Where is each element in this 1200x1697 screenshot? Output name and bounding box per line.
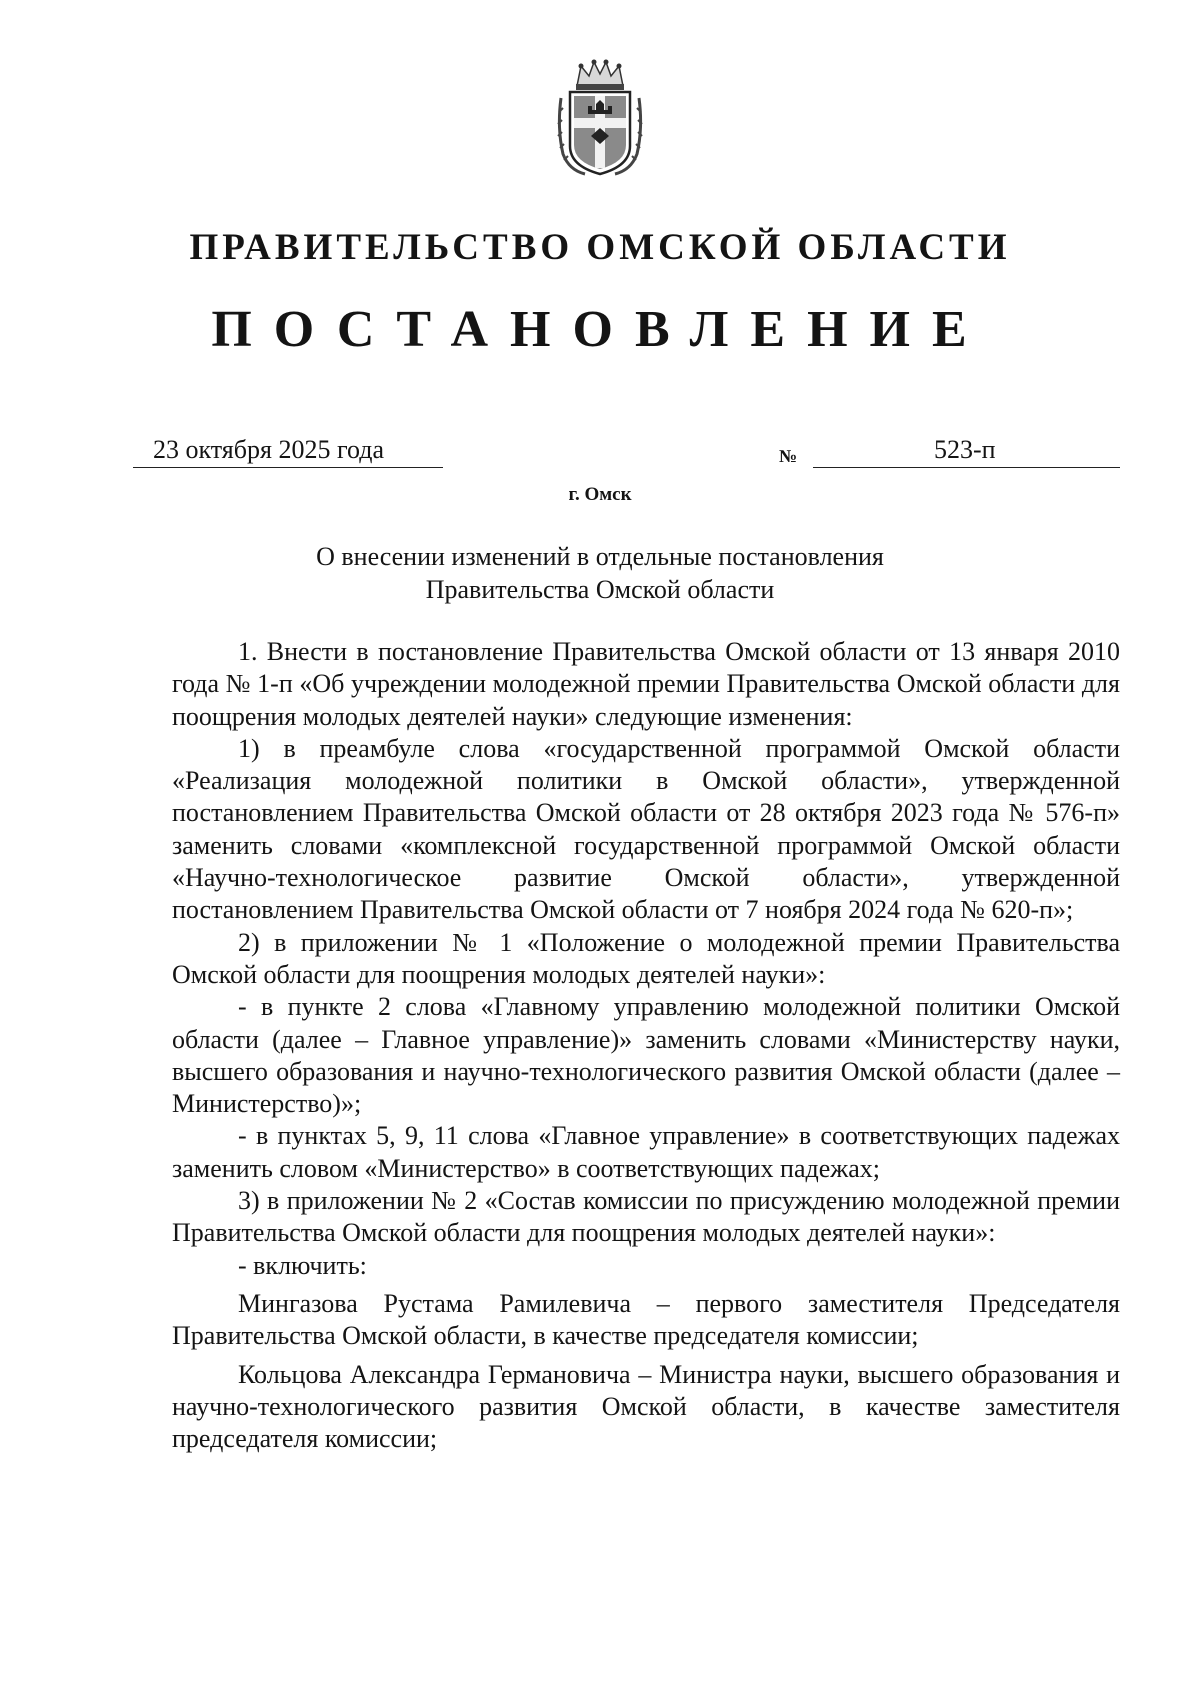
document-body [172, 636, 1120, 1455]
document-title [0, 540, 1200, 606]
paragraph: 3) в приложении № 2 «Состав комиссии по присуждению молодежной премии Правительства Омской области для поощрения молодых деятелей науки»: [172, 1186, 1120, 1248]
paragraph: - в пунктах 5, 9, 11 слова «Главное управление» в соответствующих падежах заменить словом «Министерство» в соответствующих падежах; [172, 1121, 1120, 1183]
document-number: 523-п [934, 435, 996, 464]
date-field [133, 433, 443, 468]
title-line: О внесении изменений в отдельные постановления [316, 542, 884, 571]
number-field [813, 433, 1120, 468]
paragraph: 1. Внести в постановление Правительства Омской области от 13 января 2010 года № 1-п «Об учреждении молодежной премии Правительства Омской области для поощрения молодых деятелей науки» следующие изменения: [172, 637, 1120, 731]
paragraph: - в пункте 2 слова «Главному управлению молодежной политики Омской области (далее – Главное управление)» заменить словами «Министерству науки, высшего образования и научно-технологического развития Омской области (далее – Министерство)»; [172, 992, 1120, 1119]
paragraph: 1) в преамбуле слова «государственной программой Омской области «Реализация молодежной политики в Омской области», утвержденной постановлением Правительства Омской области от 28 октября 2023 года № 576-п» заменить словами «комплексной государственной программой Омской области «Научно-технологическое развитие Омской области», утвержденной постановлением Правительства Омской области от 7 ноября 2024 года № 620-п»; [172, 733, 1120, 925]
paragraph: - включить: [238, 1250, 367, 1280]
document-type-heading: ПОСТАНОВЛЕНИЕ [211, 301, 989, 358]
number-sign: № [779, 446, 798, 466]
title-line: Правительства Омской области [425, 575, 775, 604]
organization-name: ПРАВИТЕЛЬСТВО ОМСКОЙ ОБЛАСТИ [189, 227, 1011, 268]
paragraph: 2) в приложении № 1 «Положение о молодежной премии Правительства Омской области для поощрения молодых деятелей науки»: [172, 927, 1120, 989]
city-label: г. Омск [568, 484, 632, 505]
document-date: 23 октября 2025 года [153, 435, 384, 464]
coat-of-arms-icon [555, 58, 645, 178]
paragraph: Мингазова Рустама Рамилевича – первого заместителя Председателя Правительства Омской области, в качестве председателя комиссии; [172, 1288, 1120, 1351]
paragraph: Кольцова Александра Германовича – Министра науки, высшего образования и научно-технологического развития Омской области, в качестве заместителя председателя комиссии; [172, 1359, 1120, 1454]
